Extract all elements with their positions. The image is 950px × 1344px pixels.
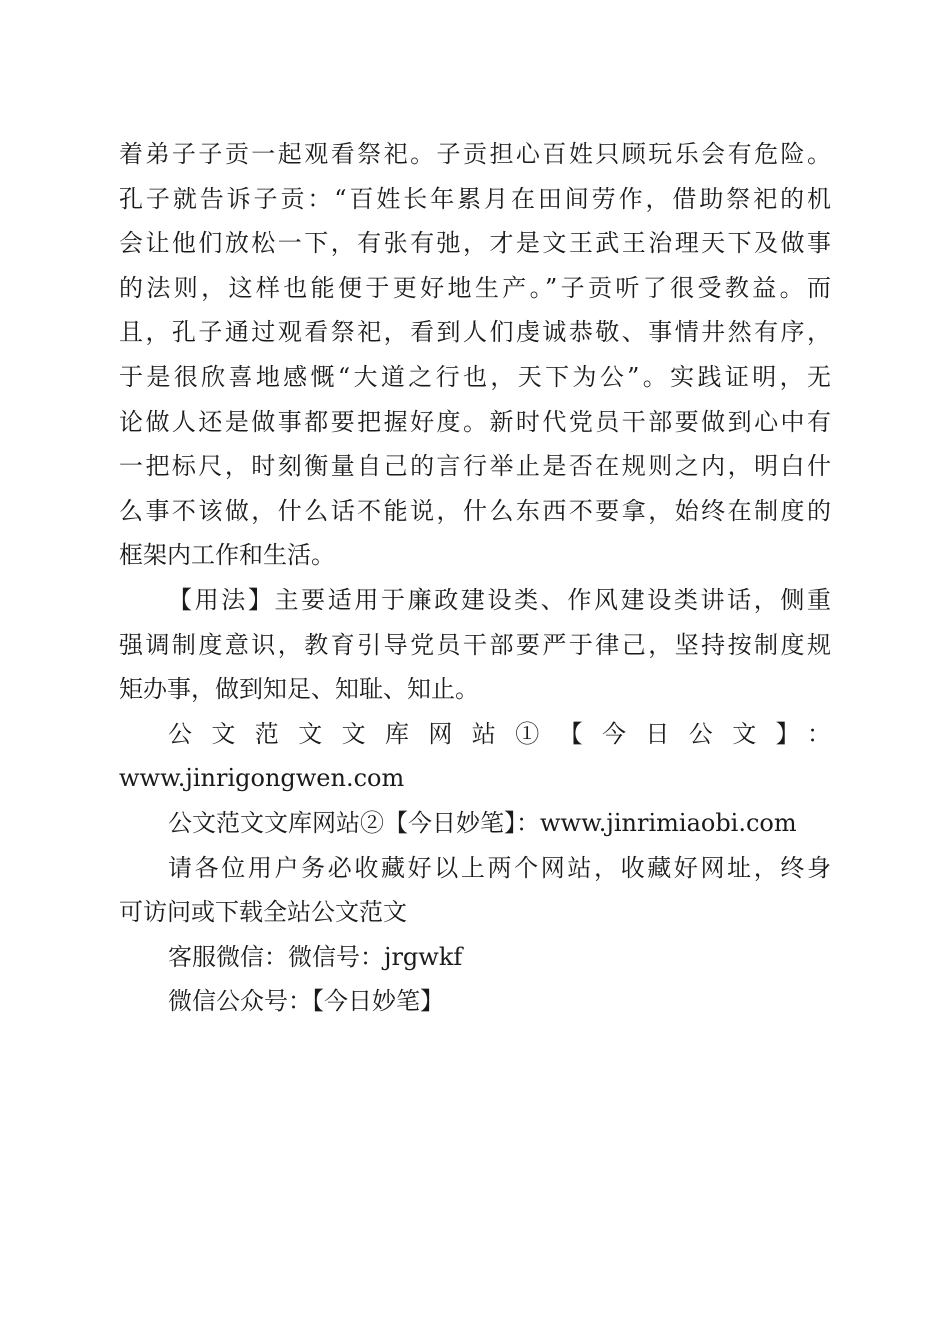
text-line: 框架内工作和生活。	[119, 541, 335, 570]
document-body	[119, 132, 831, 1024]
site-2-line: 公文范文文库网站②【今日妙笔】：www.jinrimiaobi.com	[168, 808, 797, 837]
text-line: 且，孔子通过观看祭祀，看到人们虔诚恭敬、事情井然有序，	[119, 318, 831, 347]
text-line: 矩办事，做到知足、知耻、知止。	[119, 675, 479, 704]
text-line: 会让他们放松一下，有张有弛，才是文王武王治理天下及做事	[119, 229, 831, 258]
paragraph-confucius-story	[119, 132, 831, 578]
wechat-service-line: 客服微信：微信号：jrgwkf	[168, 942, 463, 971]
text-line: 强调制度意识，教育引导党员干部要严于律己，坚持按制度规	[119, 630, 831, 659]
text-line: 于是很欣喜地感慨“大道之行也，天下为公”。实践证明，无	[119, 362, 831, 391]
site-1-url[interactable]: www.jinrigongwen.com	[119, 764, 405, 793]
paragraph-usage	[119, 578, 831, 712]
text-line: 可访问或下载全站公文范文	[119, 898, 407, 927]
text-line: 论做人还是做事都要把握好度。新时代党员干部要做到心中有	[119, 407, 831, 436]
text-line: 【用法】主要适用于廉政建设类、作风建设类讲话，侧重	[168, 585, 831, 614]
wechat-official-line: 微信公众号：【今日妙笔】	[168, 987, 444, 1016]
site-1-label: 公文范文文库网站①【今日公文】：	[168, 719, 831, 748]
notice-paragraph	[119, 846, 831, 935]
text-line: 请各位用户务必收藏好以上两个网站，收藏好网址，终身	[168, 853, 831, 882]
text-line: 孔子就告诉子贡：“百姓长年累月在田间劳作，借助祭祀的机	[119, 184, 831, 213]
text-line: 么事不该做，什么话不能说，什么东西不要拿，始终在制度的	[119, 496, 831, 525]
text-line: 一把标尺，时刻衡量自己的言行举止是否在规则之内，明白什	[119, 452, 831, 481]
text-line: 着弟子子贡一起观看祭祀。子贡担心百姓只顾玩乐会有危险。	[119, 140, 831, 168]
site-1-block	[119, 712, 831, 801]
text-line: 的法则，这样也能便于更好地生产。”子贡听了很受教益。而	[119, 273, 831, 302]
